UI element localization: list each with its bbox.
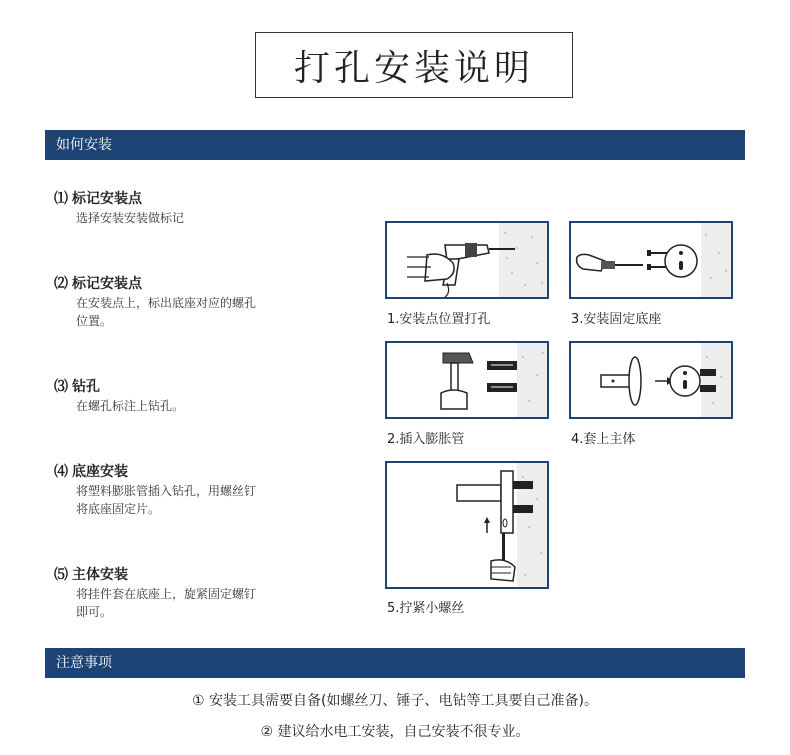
figure-caption: 4.套上主体 — [571, 432, 636, 447]
drill-illustration-icon — [387, 223, 547, 297]
page-title-box — [255, 32, 573, 98]
hammer-anchor-illustration-icon — [387, 343, 547, 417]
step-3 — [54, 378, 314, 415]
figure-caption: 1.安装点位置打孔 — [387, 312, 491, 327]
step-heading: 底座安装 — [72, 464, 128, 480]
step-4 — [54, 463, 314, 518]
step-description: 在安装点上，标出底座对应的螺孔 — [76, 296, 257, 310]
step-2 — [54, 275, 314, 330]
step-number: ⑸ — [54, 567, 68, 583]
section-header-how-to-install: 如何安装 — [45, 130, 745, 160]
step-5 — [54, 566, 314, 621]
note-item-2: ② 建议给水电工安装，自己安装不很专业。 — [260, 724, 530, 740]
note-item-1: ① 安装工具需要自备(如螺丝刀、锤子、电钻等工具要自己准备)。 — [192, 693, 598, 709]
step-1 — [54, 190, 314, 227]
step-number: ⑷ — [54, 464, 68, 480]
step-heading: 主体安装 — [72, 567, 128, 583]
screwdriver-base-illustration-icon — [571, 223, 731, 297]
step-description: 选择安装安装做标记 — [76, 211, 185, 225]
mount-body-illustration-icon — [571, 343, 731, 417]
figure-screwdriver-base — [569, 221, 733, 299]
step-heading: 标记安装点 — [72, 191, 142, 207]
step-number: ⑶ — [54, 379, 68, 395]
tighten-screw-drawing-icon — [387, 463, 547, 587]
figure-caption: 3.安装固定底座 — [571, 312, 662, 327]
figure-hammer-anchor — [385, 341, 549, 419]
step-description: 在螺孔标注上钻孔。 — [76, 399, 185, 413]
figure-caption: 5.拧紧小螺丝 — [387, 601, 465, 616]
step-heading: 钻孔 — [72, 379, 100, 395]
step-number: ⑴ — [54, 191, 68, 207]
step-description-line2: 即可。 — [76, 605, 113, 619]
step-description: 将塑料膨胀管插入钻孔，用螺丝钉 — [76, 484, 257, 498]
figure-tighten-screw-frame — [385, 461, 549, 589]
section-header-notes: 注意事项 — [45, 648, 745, 678]
step-number: ⑵ — [54, 276, 68, 292]
figure-caption: 2.插入膨胀管 — [387, 432, 465, 447]
step-heading: 标记安装点 — [72, 276, 142, 292]
figure-mount-body — [569, 341, 733, 419]
step-description: 将挂件套在底座上，旋紧固定螺钉 — [76, 587, 257, 601]
page-title: 打孔安装说明 — [293, 47, 534, 89]
step-description-line2: 位置。 — [76, 314, 113, 328]
step-description-line2: 将底座固定片。 — [76, 502, 161, 516]
figure-drill — [385, 221, 549, 299]
